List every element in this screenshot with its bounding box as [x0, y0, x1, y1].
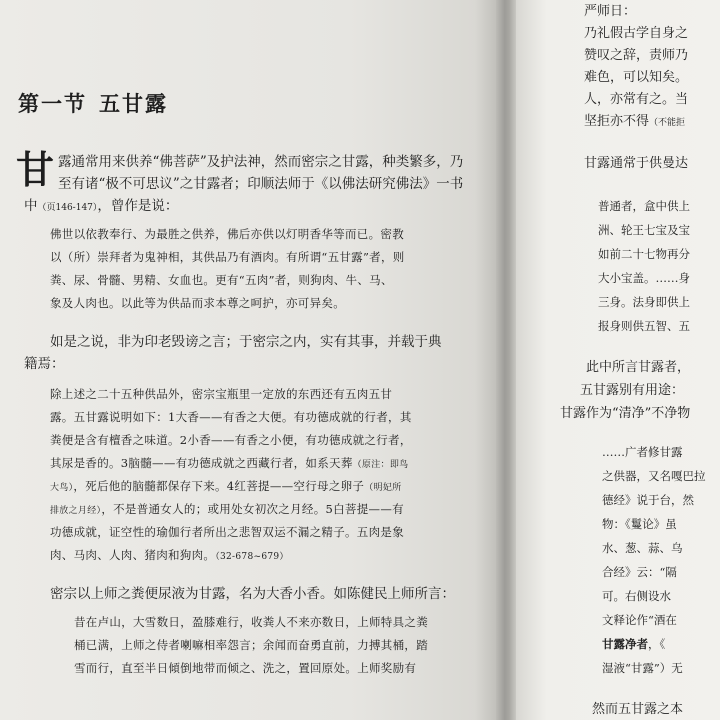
text-span: 其尿是香的。3脑髓——有功德成就之西藏行者，如系天葬 [50, 456, 353, 470]
paragraph-line [24, 194, 178, 214]
quote-line: 物：《鬘论》虽 [602, 517, 677, 531]
paragraph-line: 乃礼假古学自身之 [584, 26, 689, 41]
annotation: （原注：即鸟 [352, 460, 409, 470]
section-name: 五甘露 [99, 91, 168, 116]
quote-line: 大小宝盖。……身 [598, 271, 690, 285]
paragraph-line [584, 110, 685, 129]
quote-line: 普通者，盒中供上 [598, 199, 690, 213]
quote-line: 如前二十七物再分 [598, 247, 690, 261]
quote-line [50, 501, 404, 517]
paragraph-line: 赞叹之辞，责师乃 [584, 48, 689, 63]
bold-text: 甘露净者 [602, 637, 648, 651]
quote-line: 桶已满，上师之侍者喇嘛相率怨言；余闻而奋勇直前，力搏其桶，踏 [74, 638, 428, 652]
drop-cap: 甘 [16, 147, 55, 192]
annotation: 大鸟） [50, 483, 74, 493]
quote-line: 三身。法身即供上 [598, 295, 690, 309]
quote-line: 之供器，又名嘎巴拉 [602, 469, 706, 483]
paragraph-line: 然而五甘露之本 [592, 702, 684, 717]
paragraph-line: 严师日： [584, 4, 637, 19]
paragraph-line: 密宗以上师之粪便尿液为甘露，名为大香小香。如陈健民上师所言： [50, 586, 455, 602]
paragraph-line: 露通常用来供养“佛菩萨”及护法神，然而密宗之甘露，种类繁多，乃 [58, 154, 464, 170]
book-gutter [496, 0, 518, 720]
paragraph-line: 籍焉： [24, 356, 65, 372]
quote-line: 佛世以依教奉行、为最胜之供养，佛后亦供以灯明香华等而已。密教 [50, 227, 404, 241]
annotation: （不能拒 [649, 118, 686, 128]
quote-line: 露。五甘露说明如下：1大香——有香之大便。有功德成就的行者，其 [50, 410, 412, 424]
quote-line: 可。右侧设水 [602, 589, 671, 603]
quote-line: 合经》云：“隔 [602, 565, 677, 579]
quote-line: 德经》说于台，然 [602, 493, 694, 507]
quote-line: 报身则供五智、五 [598, 319, 690, 333]
quote-line [50, 478, 401, 494]
annotation: 排放之月经） [50, 506, 102, 516]
text-span: 肉、马肉、人肉、猪肉和狗肉。 [50, 548, 216, 562]
quote-line: 雪而行，直至半日傾倒地带而倾之、洗之，置回原处。上师奖励有 [74, 661, 417, 675]
quote-line [50, 547, 289, 563]
text-span: ，《 [648, 637, 666, 651]
quote-line: 粪便是含有檀香之味道。2小香——有香之小便，有功德成就之行者， [50, 433, 412, 447]
quote-line: 象及人肉也。以此等为供品而求本尊之呵护，亦可异矣。 [50, 296, 345, 310]
paragraph-line: 甘露通常于供曼达 [584, 156, 689, 171]
quote-line: 除上述之二十五种供品外，密宗宝瓶里一定放的东西还有五肉五甘 [50, 387, 393, 401]
paragraph-line: 至有诸“极不可思议”之甘露者；印顺法师于《以佛法研究佛法》一书 [58, 176, 464, 192]
paragraph-line: 五甘露别有用途： [580, 383, 685, 398]
page-reference: （页146-147） [37, 203, 98, 213]
quote-line: 水、葱、蒜、乌 [602, 541, 683, 555]
text-span: 中 [24, 198, 38, 214]
paragraph-line: 人，亦常有之。当 [584, 92, 689, 107]
quote-line: 以（所）崇拜者为鬼神相，其供品乃有酒肉。有所谓“五甘露”者，则 [50, 250, 405, 264]
page-reference: （32-678~679） [215, 552, 289, 562]
quote-line: 粪、尿、骨髓、男精、女血也。更有“五肉”者，则狗肉、牛、马、 [50, 273, 393, 287]
section-title [18, 88, 180, 118]
quote-line [50, 455, 408, 471]
quote-line: 湿液“甘露”）无 [602, 661, 683, 675]
paragraph-line: 如是之说，非为印老毁谤之言；于密宗之内，实有其事，并载于典 [50, 334, 442, 350]
text-span: ，曾作是说： [97, 198, 179, 214]
quote-line: 功德成就，证空性的瑜伽行者所出之悲智双运不漏之精子。五肉是象 [50, 525, 404, 539]
quote-line: 洲、轮王七宝及宝 [598, 223, 690, 237]
section-number: 第一节 [18, 91, 87, 116]
text-span: 坚拒亦不得 [584, 114, 650, 129]
paragraph-line: 此中所言甘露者， [586, 360, 691, 375]
text-span: ，不是普通女人的；或用处女初次之月经。5白菩提——有 [101, 502, 404, 516]
quote-line: 昔在卢山，大雪数日，盈膝难行，收粪人不来亦数日，上师特具之粪 [74, 615, 428, 629]
quote-line: ……广者修甘露 [602, 445, 683, 459]
paragraph-line: 难色，可以知矣。 [584, 70, 689, 85]
quote-line: 文释论作“酒在 [602, 613, 677, 627]
annotation: （明妃所 [364, 483, 402, 493]
text-span: ，死后他的脑髓都保存下来。4红菩提——空行母之卵子 [73, 479, 365, 493]
quote-line [602, 636, 665, 652]
right-page [516, 0, 720, 720]
paragraph-line: 甘露作为“清净”不净物 [560, 406, 691, 421]
